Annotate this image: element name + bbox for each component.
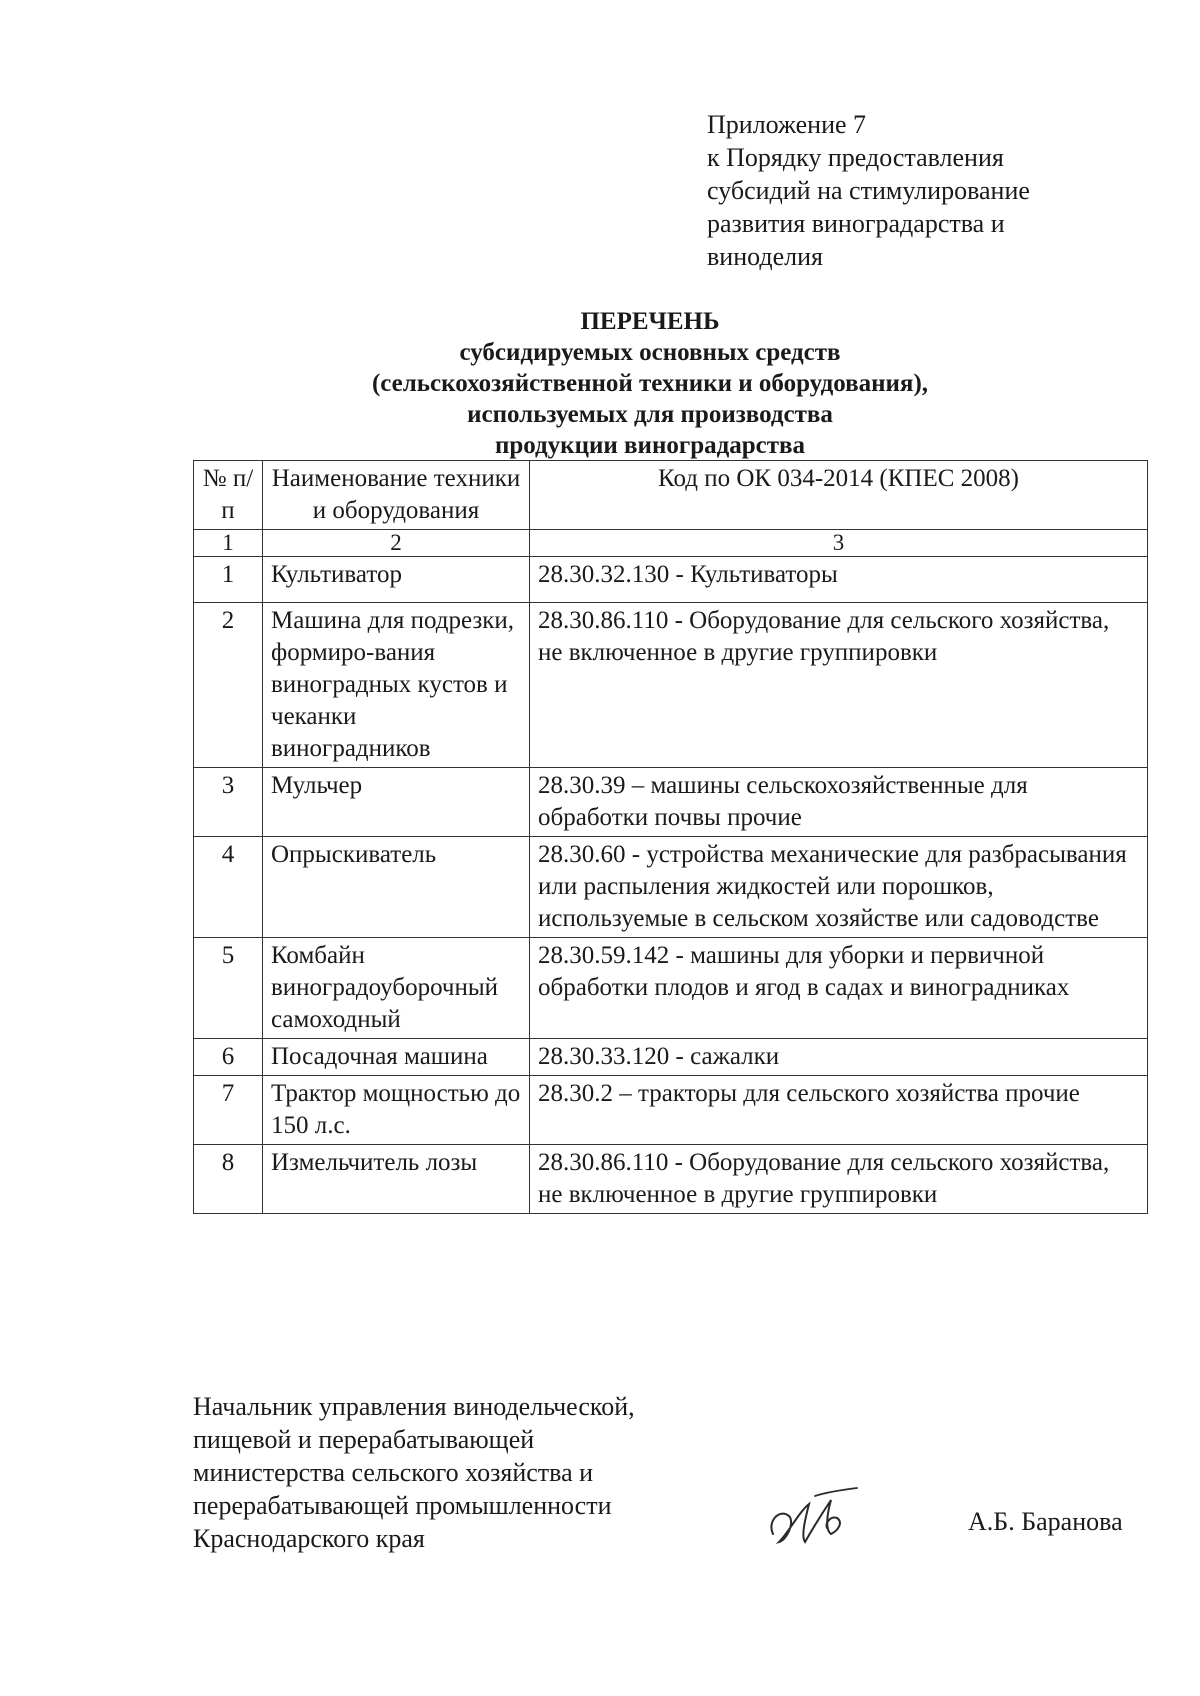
title-line: субсидируемых основных средств (459, 339, 841, 366)
row-num: 2 (194, 603, 263, 768)
row-num: 1 (194, 557, 263, 603)
table-row (194, 603, 1148, 768)
table-header-row (194, 461, 1148, 530)
position-line: министерства сельского хозяйства и (193, 1458, 594, 1487)
appendix-line: субсидий на стимулирование (707, 176, 1030, 205)
row-num: 6 (194, 1039, 263, 1076)
row-num: 5 (194, 938, 263, 1039)
row-num: 4 (194, 837, 263, 938)
row-code: 28.30.33.120 - сажалки (530, 1039, 1148, 1076)
position-line: пищевой и перерабатывающей (193, 1425, 535, 1454)
row-code: 28.30.32.130 - Культиваторы (530, 557, 1148, 603)
row-name: Посадочная машина (263, 1039, 530, 1076)
title-line: (сельскохозяйственной техники и оборудования), (371, 370, 929, 397)
row-name: Измельчитель лозы (263, 1145, 530, 1214)
title-main: ПЕРЕЧЕНЬ (580, 308, 720, 335)
table-row (194, 1145, 1148, 1214)
table-row (194, 938, 1148, 1039)
row-name: Культиватор (263, 557, 530, 603)
header-code: Код по ОК 034-2014 (КПЕС 2008) (530, 461, 1148, 530)
appendix-line: развития виноградарства и (707, 209, 1005, 238)
appendix-note (707, 108, 1030, 273)
row-num: 7 (194, 1076, 263, 1145)
title-line: продукции виноградарства (494, 432, 806, 459)
position-line: перерабатывающей промышленности (193, 1491, 612, 1520)
row-code: 28.30.86.110 - Оборудование для сельского хозяйства, не включенное в другие группировки (530, 603, 1148, 768)
appendix-line: Приложение 7 (707, 110, 867, 139)
column-number: 1 (194, 530, 263, 557)
row-code: 28.30.2 – тракторы для сельского хозяйства прочие (530, 1076, 1148, 1145)
table-row (194, 768, 1148, 837)
row-name: Мульчер (263, 768, 530, 837)
position-line: Начальник управления винодельческой, (193, 1392, 635, 1421)
row-name: Комбайн виноградоуборочный самоходный (263, 938, 530, 1039)
handwritten-signature (765, 1482, 865, 1552)
table-row (194, 1076, 1148, 1145)
row-code: 28.30.59.142 - машины для уборки и первичной обработки плодов и ягод в садах и виноградниках (530, 938, 1148, 1039)
signatory-position (193, 1390, 635, 1555)
row-num: 8 (194, 1145, 263, 1214)
table-row (194, 837, 1148, 938)
position-line: Краснодарского края (193, 1524, 425, 1553)
table-row (194, 557, 1148, 603)
row-code: 28.30.86.110 - Оборудование для сельского хозяйства, не включенное в другие группировки (530, 1145, 1148, 1214)
appendix-line: виноделия (707, 242, 823, 271)
column-number: 2 (263, 530, 530, 557)
header-name: Наименование техники и оборудования (263, 461, 530, 530)
row-code: 28.30.60 - устройства механические для разбрасывания или распыления жидкостей или порошков, используемые в сельском хозяйстве или садоводстве (530, 837, 1148, 938)
signer-name: А.Б. Баранова (968, 1507, 1123, 1536)
row-code: 28.30.39 – машины сельскохозяйственные для обработки почвы прочие (530, 768, 1148, 837)
header-num: № п/п (194, 461, 263, 530)
column-number: 3 (530, 530, 1148, 557)
row-name: Машина для подрезки, формиро-вания виноградных кустов и чеканки виноградников (263, 603, 530, 768)
document-title (230, 306, 1070, 461)
row-num: 3 (194, 768, 263, 837)
row-name: Опрыскиватель (263, 837, 530, 938)
title-line: используемых для производства (467, 401, 833, 428)
row-name: Трактор мощностью до 150 л.с. (263, 1076, 530, 1145)
equipment-table (193, 460, 1148, 1214)
table-row (194, 1039, 1148, 1076)
appendix-line: к Порядку предоставления (707, 143, 1004, 172)
column-number-row (194, 530, 1148, 557)
